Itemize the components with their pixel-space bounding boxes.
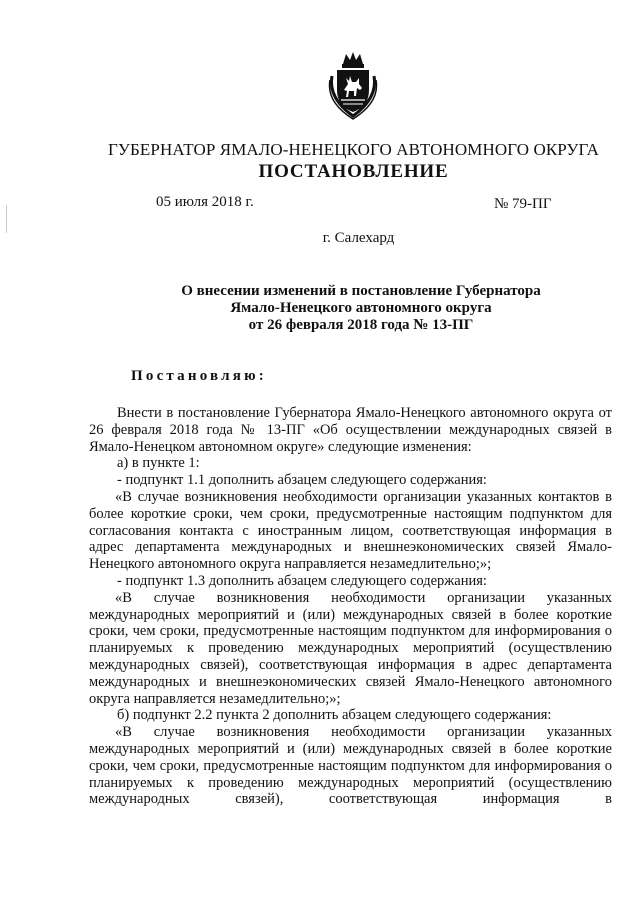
heading-line: от 26 февраля 2018 года № 13-ПГ [248, 317, 474, 333]
heading-line: Ямало-Ненецкого автономного округа [230, 300, 492, 316]
heading-line: О внесении изменений в постановление Губернатора [181, 283, 541, 299]
paragraph-subitem-1-1: - подпункт 1.1 дополнить абзацем следующего содержания: [117, 472, 487, 489]
governor-title: ГУБЕРНАТОР ЯМАЛО-НЕНЕЦКОГО АВТОНОМНОГО ОКРУГА [107, 140, 599, 159]
document-body [89, 405, 612, 808]
paragraph-subitem-1-3: - подпункт 1.3 дополнить абзацем следующего содержания: [117, 572, 487, 589]
paragraph-quote-1-1: «В случае возникновения необходимости организации указанных контактов в более короткие сроки, чем сроки, предусмотренные настоящим подпунктом для согласования контакта с иностранным лицом, соответствующая информация в адрес департамента международных и внешнеэкономических связей Ямало-Ненецкого автономного округа направляется незамедлительно;»; [89, 488, 612, 573]
document-type: ПОСТАНОВЛЕНИЕ [258, 161, 449, 182]
paragraph-quote-2-2: «В случае возникновения необходимости организации указанных международных мероприятий и (или) международных связей в более короткие сроки, чем сроки, предусмотренные настоящим подпунктом для информирования о планируемых к проведению международных мероприятий (осуществлению международных связей), соответствующая информация в [89, 724, 612, 808]
decree-word: Постановляю: [131, 368, 267, 384]
paragraph-item-b: б) подпункт 2.2 пункта 2 дополнить абзацем следующего содержания: [117, 707, 552, 724]
scan-artifact-line [6, 205, 7, 233]
paragraph-quote-1-3: «В случае возникновения необходимости организации указанных международных мероприятий и (или) международных связей в более короткие сроки, чем сроки, предусмотренные настоящим подпунктом для информирования о планируемых к проведению международных мероприятий (осуществлению международных связей), соответствующая информация в адрес департамента международных и внешнеэкономических связей Ямало-Ненецкого автономного округа направляется незамедлительно;»; [89, 589, 612, 707]
paragraph-intro: Внести в постановление Губернатора Ямало-Ненецкого автономного округа от 26 февраля 2018 года № 13-ПГ «Об осуществлении международных связей в Ямало-Ненецком автономном округе» следующие изменения: [89, 405, 612, 455]
coat-of-arms-icon [326, 50, 380, 120]
document-number: № 79-ПГ [494, 196, 552, 212]
document-date: 05 июля 2018 г. [156, 194, 254, 210]
document-heading [150, 283, 572, 334]
paragraph-item-a: а) в пункте 1: [117, 455, 200, 472]
document-place: г. Салехард [322, 230, 395, 246]
